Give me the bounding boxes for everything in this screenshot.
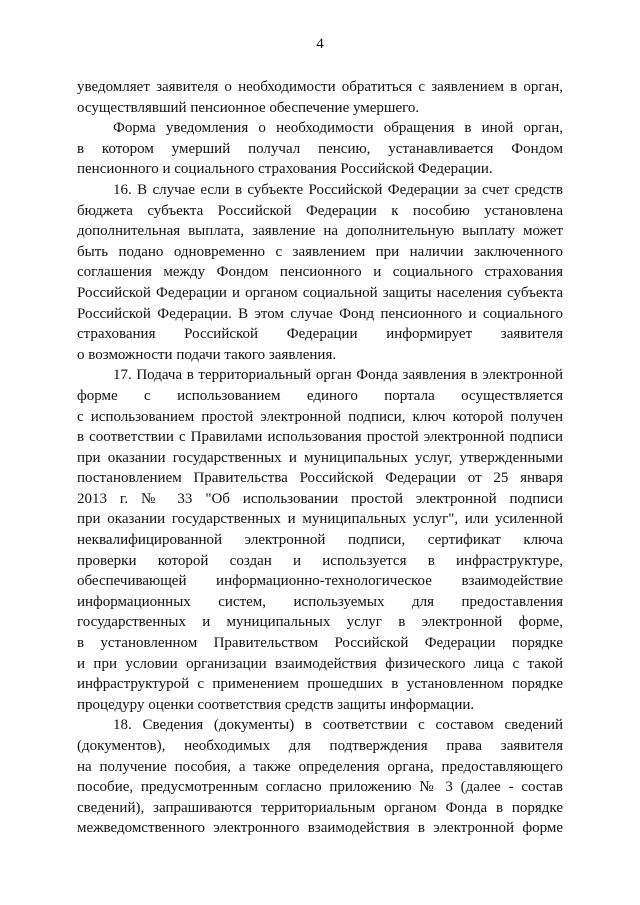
- text-line: 17. Подача в территориальный орган Фонда заявления в электронной: [113, 367, 563, 384]
- text-line: о возможности подачи такого заявления.: [77, 346, 337, 363]
- paragraph-4: [77, 365, 563, 715]
- text-line: Форма уведомления о необходимости обращения в иной орган,: [113, 120, 563, 137]
- text-line: при оказании государственных и муниципальных услуг, утвержденными: [77, 449, 563, 466]
- text-line: проверки которой создан и используется в инфраструктуре,: [77, 552, 563, 569]
- text-line: в соответствии с Правилами использования простой электронной подписи: [77, 429, 563, 446]
- text-line: в котором умерший получал пенсию, устанавливается Фондом: [77, 140, 563, 157]
- text-line: (документов), необходимых для подтверждения права заявителя: [77, 738, 563, 754]
- text-line: информационных систем, используемых для предоставления: [77, 593, 563, 610]
- text-line: Российской Федерации и органом социальной защиты населения субъекта: [77, 284, 563, 301]
- text-line: сведений), запрашиваются территориальным органом Фонда в порядке: [77, 799, 563, 816]
- text-line: Российской Федерации. В этом случае Фонд пенсионного и социального: [77, 305, 563, 322]
- text-line: дополнительная выплата, заявление на дополнительную выплату может: [77, 223, 563, 240]
- paragraph-1: [77, 77, 563, 118]
- text-line: 18. Сведения (документы) в соответствии с составом сведений: [113, 717, 563, 734]
- text-line: уведомляет заявителя о необходимости обратиться с заявлением в орган,: [77, 79, 563, 95]
- text-line: постановлением Правительства Российской Федерации от 25 января: [77, 470, 563, 487]
- text-line: страхования Российской Федерации информирует заявителя: [77, 326, 563, 343]
- paragraph-3: [77, 180, 563, 365]
- text-line: осуществлявший пенсионное обеспечение умершего.: [77, 99, 420, 116]
- document-body: [77, 77, 563, 839]
- text-line: и при условии организации взаимодействия физического лица с такой: [77, 655, 563, 672]
- paragraph-2: [77, 118, 563, 180]
- text-line: инфраструктурой с применением прошедших в установленном порядке: [77, 676, 563, 693]
- text-line: бюджета субъекта Российской Федерации к пособию установлена: [77, 202, 563, 219]
- text-line: межведомственного электронного взаимодействия в электронной форме: [77, 820, 563, 837]
- text-line: при оказании государственных и муниципальных услуг", или усиленной: [77, 511, 563, 528]
- text-line: пенсионного и социального страхования Российской Федерации.: [77, 161, 493, 178]
- text-line: процедуру оценки соответствия средств защиты информации.: [77, 696, 475, 713]
- text-line: неквалифицированной электронной подписи, сертификат ключа: [77, 532, 563, 549]
- page-number: 4: [316, 36, 324, 52]
- text-line: с использованием простой электронной подписи, ключ которой получен: [77, 408, 563, 425]
- text-line: форме с использованием единого портала осуществляется: [77, 387, 563, 404]
- text-line: государственных и муниципальных услуг в электронной форме,: [77, 614, 563, 631]
- text-line: 16. В случае если в субъекте Российской Федерации за счет средств: [113, 181, 563, 198]
- text-line: 2013 г. № 33 "Об использовании простой электронной подписи: [77, 490, 563, 507]
- text-line: на получение пособия, а также определения органа, предоставляющего: [77, 758, 563, 775]
- paragraph-5: [77, 715, 563, 839]
- text-line: пособие, предусмотренным согласно приложению № 3 (далее - состав: [77, 779, 563, 796]
- text-line: соглашения между Фондом пенсионного и социального страхования: [77, 264, 563, 281]
- text-line: обеспечивающей информационно-технологическое взаимодействие: [77, 573, 563, 590]
- text-line: быть подано одновременно с заявлением при наличии заключенного: [77, 243, 563, 260]
- text-line: в установленном Правительством Российской Федерации порядке: [77, 635, 563, 652]
